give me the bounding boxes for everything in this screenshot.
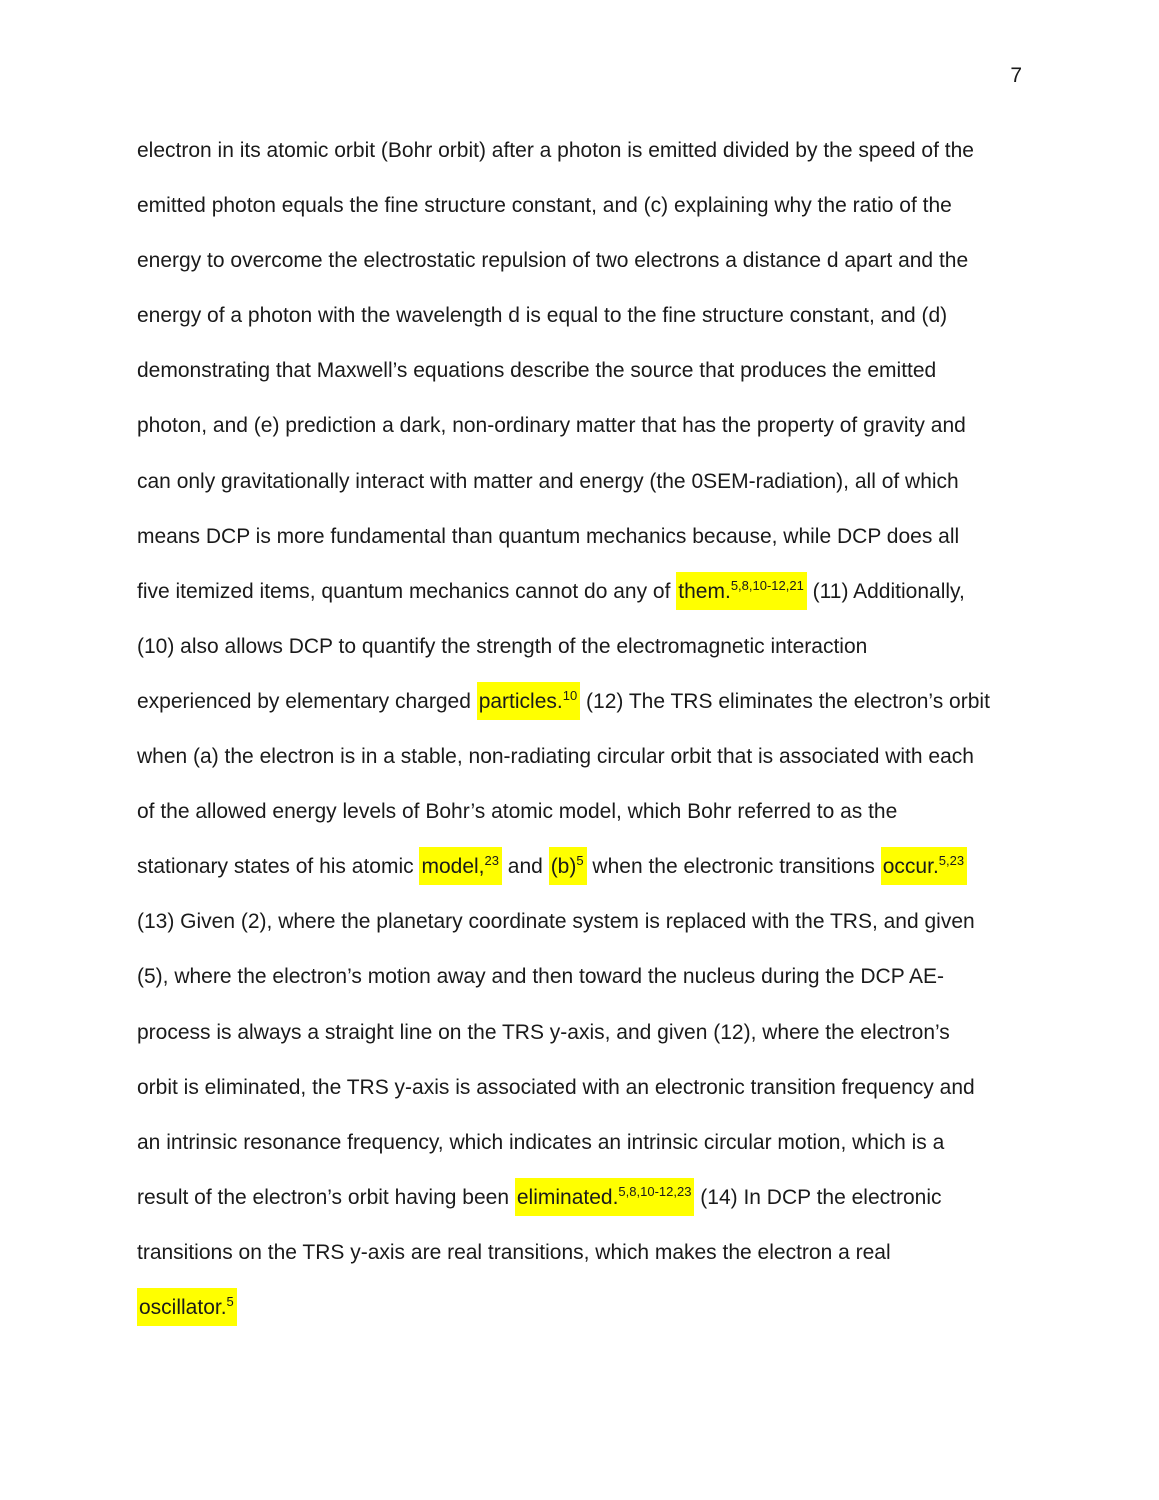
citation-superscript: 10 xyxy=(562,687,578,703)
text-line xyxy=(137,1060,1027,1115)
text-line xyxy=(137,674,1027,729)
text-run: (12) The TRS eliminates the electron’s orbit xyxy=(580,689,990,713)
citation-superscript: 23 xyxy=(484,853,499,869)
text-run: (11) Additionally, xyxy=(806,579,965,603)
text-line xyxy=(137,123,1027,178)
text-run: means DCP is more fundamental than quantum mechanics because, while DCP does all xyxy=(137,524,960,548)
page-number: 7 xyxy=(1010,64,1022,87)
text-line xyxy=(137,1280,1027,1335)
text-run: five itemized items, quantum mechanics cannot do any of xyxy=(137,579,677,603)
text-run: (10) also allows DCP to quantify the strength of the electromagnetic interaction xyxy=(137,634,868,658)
text-run: process is always a straight line on the TRS y-axis, and given (12), where the electron’s xyxy=(137,1020,950,1044)
highlighted-text: eliminated.$^{5,8,10-12,23}$ xyxy=(515,1178,695,1216)
text-line xyxy=(137,509,1027,564)
citation-superscript: 5,8,10-12,21 xyxy=(730,577,804,593)
text-line xyxy=(137,949,1027,1004)
text-line xyxy=(137,288,1027,343)
text-line xyxy=(137,1005,1027,1060)
text-line xyxy=(137,398,1027,453)
text-run: energy to overcome the electrostatic repulsion of two electrons a distance d apart and the xyxy=(137,249,969,273)
text-run: transitions on the TRS y-axis are real transitions, which makes the electron a real xyxy=(137,1240,891,1264)
citation-superscript: 5 xyxy=(576,853,584,869)
text-run: of the allowed energy levels of Bohr’s atomic model, which Bohr referred to as the xyxy=(137,800,898,824)
text-run: emitted photon equals the fine structure constant, and (c) explaining why the ratio of the xyxy=(137,194,952,218)
text-line xyxy=(137,894,1027,949)
text-run: energy of a photon with the wavelength d is equal to the fine structure constant, and (d) xyxy=(137,304,948,328)
text-run: (14) In DCP the electronic xyxy=(694,1185,942,1209)
text-line xyxy=(137,1115,1027,1170)
highlighted-text: occur.$^{5,23}$ xyxy=(881,847,967,885)
text-line xyxy=(137,564,1027,619)
text-line xyxy=(137,454,1027,509)
citation-superscript: 5,23 xyxy=(938,853,965,869)
text-run: orbit is eliminated, the TRS y-axis is associated with an electronic transition frequency and xyxy=(137,1075,975,1099)
text-run: can only gravitationally interact with matter and energy (the 0SEM-radiation), all of which xyxy=(137,469,959,493)
text-run: experienced by elementary charged xyxy=(137,689,477,713)
text-run: photon, and (e) prediction a dark, non-ordinary matter that has the property of gravity and xyxy=(137,414,966,438)
citation-superscript: 5,8,10-12,23 xyxy=(618,1183,692,1199)
highlighted-text: them.$^{5,8,10-12,21}$ xyxy=(676,572,807,610)
text-line xyxy=(137,1225,1027,1280)
text-run: demonstrating that Maxwell’s equations describe the source that produces the emitted xyxy=(137,359,937,383)
highlighted-text: oscillator.$^5$ xyxy=(137,1288,237,1326)
text-body xyxy=(137,123,1027,1335)
text-line xyxy=(137,619,1027,674)
text-run: stationary states of his atomic xyxy=(137,855,420,879)
text-run: electron in its atomic orbit (Bohr orbit) after a photon is emitted divided by the speed of the xyxy=(137,139,974,162)
text-line xyxy=(137,839,1027,894)
text-line xyxy=(137,784,1027,839)
text-run: result of the electron’s orbit having been xyxy=(137,1185,515,1209)
highlighted-text: $(b)^5$ xyxy=(549,847,587,885)
text-line xyxy=(137,178,1027,233)
text-run: (5), where the electron’s motion away and then toward the nucleus during the DCP AE- xyxy=(137,965,945,989)
text-run: when (a) the electron is in a stable, non-radiating circular orbit that is associated with each xyxy=(137,745,974,769)
citation-superscript: 5 xyxy=(226,1293,234,1309)
text-run: an intrinsic resonance frequency, which indicates an intrinsic circular motion, which is a xyxy=(137,1130,945,1154)
highlighted-text: model,$^{23}$ xyxy=(419,847,502,885)
highlighted-text: particles.$^{10}$ xyxy=(477,682,581,720)
text-line xyxy=(137,343,1027,398)
text-line xyxy=(137,729,1027,784)
text-run: (13) Given (2), where the planetary coordinate system is replaced with the TRS, and given xyxy=(137,910,975,934)
text-line xyxy=(137,233,1027,288)
text-run: and xyxy=(501,855,549,879)
text-run: when the electronic transitions xyxy=(586,855,881,879)
text-line xyxy=(137,1170,1027,1225)
